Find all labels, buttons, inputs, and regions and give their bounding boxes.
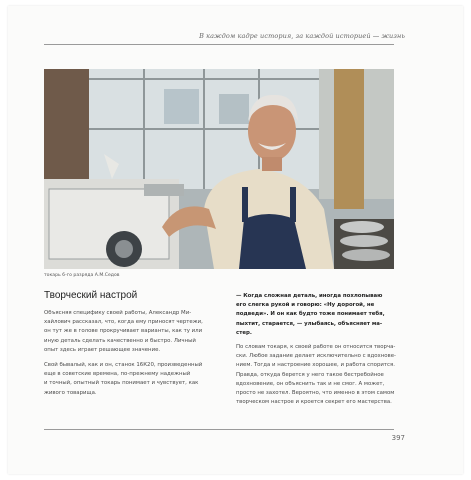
text-line: просто не захотел. Вероятно, что именно в этом самом (236, 389, 395, 396)
text-line: По словам токаря, к своей работе он относится творча- (236, 344, 396, 350)
quote-line: подведи». И он как будто тоже понимает тебя, (236, 311, 385, 318)
left-column-text (44, 309, 203, 398)
text-line: Правда, откуда берется у него такое бестребойное (236, 371, 384, 378)
text-line: он тут же в голове прокручивает варианты, как ту или (44, 328, 203, 335)
photo-caption: токарь 6-го разряда А.М.Седов (44, 273, 120, 278)
quote-block (236, 292, 385, 338)
quote-line: — Когда сложная деталь, иногда похлопываю (236, 293, 383, 299)
running-header: В каждом кадре история, за каждой историей — жизнь (199, 32, 405, 40)
text-line: еще в советские времена, по-прежнему надежный (44, 371, 191, 378)
worker-photo (44, 69, 394, 269)
quote-line: его слегка рукой и говорю: «Ну дорогой, не (236, 302, 375, 309)
text-line: творческом настрое и кроется секрет его мастерства. (236, 399, 392, 406)
text-line: вдохновение, он объяснить так и не смог. А может, (236, 380, 385, 387)
header-divider (44, 44, 394, 45)
text-line: опыт здесь играет решающее значение. (44, 346, 161, 353)
right-column-text (236, 343, 396, 407)
text-line: ски. Любое задание делает исключительно с вдохнове- (236, 353, 396, 360)
section-title: Творческий настрой (44, 290, 138, 301)
text-line: живого товарища. (44, 389, 97, 396)
text-line: хайлович рассказал, что, когда ему приносят чертежи, (44, 319, 203, 326)
text-line: Свой бывалый, как и он, станок 16К20, произведенный (44, 361, 203, 368)
text-line: нием. Тогда и настроение хорошее, и работа спорится. (236, 362, 395, 369)
page-number: 397 (391, 434, 405, 442)
quote-line: стер. (236, 329, 252, 336)
text-line: и точный, опытный токарь понимает и чувствует, как (44, 380, 199, 387)
quote-line: пыхтит, старается, — улыбаясь, объясняет ма- (236, 320, 383, 327)
footer-divider (44, 429, 394, 430)
text-line: иную деталь сделать качественно и быстро. Личный (44, 337, 196, 344)
text-line: Объясняя специфику своей работы, Александр Ми- (44, 310, 192, 316)
